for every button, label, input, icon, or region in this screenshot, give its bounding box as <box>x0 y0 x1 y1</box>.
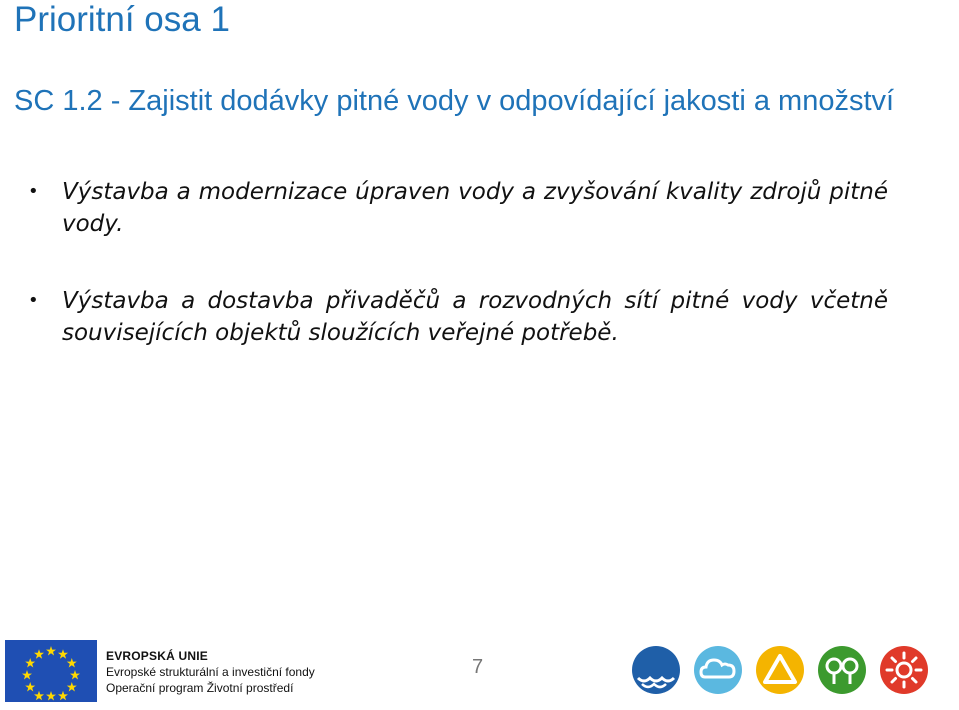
footer <box>0 634 959 710</box>
cloud-logo-icon <box>692 644 744 696</box>
slide-subtitle: SC 1.2 - Zajistit dodávky pitné vody v odpovídající jakosti a množství <box>14 85 895 117</box>
bullet-item <box>26 176 888 240</box>
bullet-text: Výstavba a modernizace úpraven vody a zvyšování kvality zdrojů pitné vody. <box>62 179 888 237</box>
page-number: 7 <box>472 656 484 678</box>
bullet-text: Výstavba a dostavba přivaděčů a rozvodných sítí pitné vody včetně souvisejících objektů sloužících veřejné potřebě. <box>62 288 888 346</box>
trees-logo-icon <box>816 644 868 696</box>
sun-logo-icon <box>878 644 930 696</box>
bullet-list <box>26 176 888 349</box>
eu-text-block <box>106 648 315 696</box>
eu-union-label: EVROPSKÁ UNIE <box>106 649 208 663</box>
water-drop-logo-icon <box>630 644 682 696</box>
slide-title: Prioritní osa 1 <box>14 0 230 39</box>
bullet-marker: • <box>28 290 39 311</box>
bullet-marker: • <box>28 181 39 202</box>
eu-program-label: Operační program Životní prostředí <box>106 681 294 695</box>
triangle-logo-icon <box>754 644 806 696</box>
eu-flag-icon <box>5 640 97 702</box>
eu-stars-icon <box>5 640 97 702</box>
eu-funds-label: Evropské strukturální a investiční fondy <box>106 665 315 679</box>
bullet-item <box>26 285 888 349</box>
